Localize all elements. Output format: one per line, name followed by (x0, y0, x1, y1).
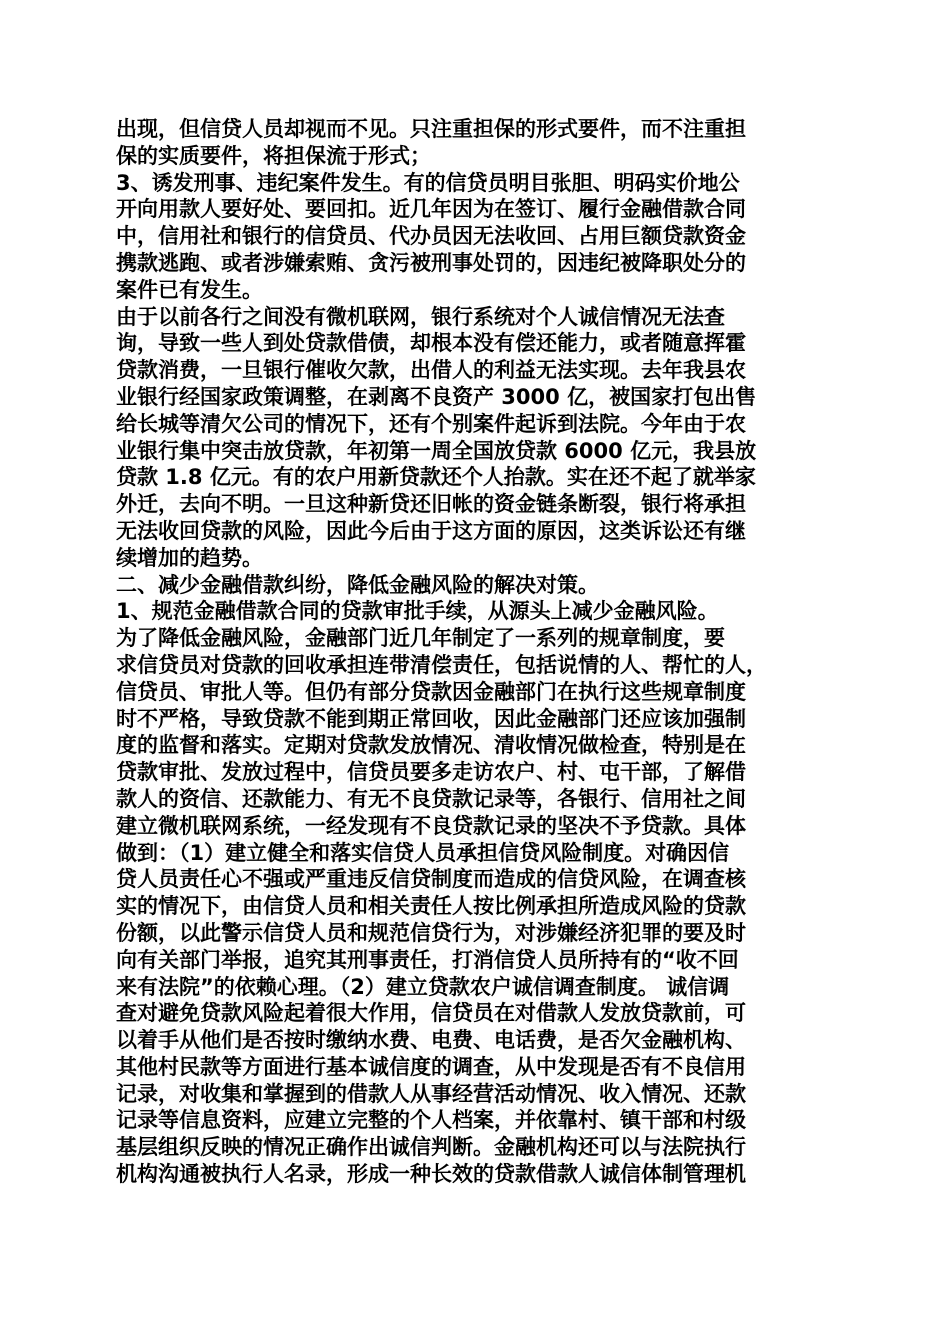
text-line: 建立微机联网系统，一经发现有不良贷款记录的坚决不予贷款。具体 (116, 813, 746, 838)
text-line: 保的实质要件，将担保流于形式； (116, 143, 431, 168)
text-line: 求信贷员对贷款的回收承担连带清偿责任，包括说情的人、帮忙的人， (116, 652, 767, 677)
text-line: 开向用款人要好处、要回扣。近几年因为在签订、履行金融借款合同 (116, 197, 746, 222)
text-line: 实的情况下，由信贷人员和相关责任人按比例承担所造成风险的贷款 (116, 894, 746, 919)
text-line: 为了降低金融风险，金融部门近几年制定了一系列的规章制度，要 (116, 626, 725, 651)
text-line: 续增加的趋势。 (116, 545, 263, 570)
text-line: 业银行集中突击放贷款，年初第一周全国放贷款 6000 亿元，我县放 (116, 438, 757, 463)
text-line: 做到：（1）建立健全和落实信贷人员承担信贷风险制度。对确因信 (116, 840, 730, 865)
text-line: 出现，但信贷人员却视而不见。只注重担保的形式要件，而不注重担 (116, 117, 746, 141)
text-line: 3、诱发刑事、违纪案件发生。有的信贷员明目张胆、明码实价地公 (116, 170, 740, 195)
text-line: 中，信用社和银行的信贷员、代办员因无法收回、占用巨额贷款资金 (116, 224, 746, 249)
text-line: 基层组织反映的情况正确作出诚信判断。金融机构还可以与法院执行 (116, 1135, 746, 1160)
text-line: 以着手从他们是否按时缴纳水费、电费、电话费，是否欠金融机构、 (116, 1028, 746, 1053)
text-line: 外迁，去向不明。一旦这种新贷还旧帐的资金链条断裂，银行将承担 (116, 492, 746, 517)
text-line: 度的监督和落实。定期对贷款发放情况、清收情况做检查，特别是在 (116, 733, 746, 758)
text-line: 向有关部门举报，追究其刑事责任，打消信贷人员所持有的“收不回 (116, 947, 739, 972)
text-line: 其他村民款等方面进行基本诚信度的调查，从中发现是否有不良信用 (116, 1054, 746, 1079)
text-line: 贷款审批、发放过程中，信贷员要多走访农户、村、屯干部，了解借 (116, 760, 746, 785)
text-line: 记录等信息资料，应建立完整的个人档案，并依靠村、镇干部和村级 (116, 1108, 746, 1133)
text-line: 案件已有发生。 (116, 277, 263, 302)
text-line: 贷款消费，一旦银行催收欠款，出借人的利益无法实现。去年我县农 (116, 358, 746, 383)
text-line: 时不严格，导致贷款不能到期正常回收，因此金融部门还应该加强制 (116, 706, 746, 731)
text-line: 业银行经国家政策调整，在剥离不良资产 3000 亿，被国家打包出售 (116, 384, 757, 409)
text-line: 机构沟通被执行人名录，形成一种长效的贷款借款人诚信体制管理机 (116, 1162, 746, 1187)
text-line: 来有法院”的依赖心理。（2）建立贷款农户诚信调查制度。 诚信调 (116, 974, 730, 999)
text-line: 给长城等清欠公司的情况下，还有个别案件起诉到法院。今年由于农 (116, 411, 746, 436)
text-line: 查对避免贷款风险起着很大作用，信贷员在对借款人发放贷款前，可 (116, 1001, 746, 1026)
text-line: 款人的资信、还款能力、有无不良贷款记录等，各银行、信用社之间 (116, 786, 746, 811)
text-line: 无法收回贷款的风险，因此今后由于这方面的原因，这类诉讼还有继 (116, 518, 746, 543)
text-line: 贷款 1.8 亿元。有的农户用新贷款还个人抬款。实在还不起了就举家 (116, 465, 756, 490)
text-line: 贷人员责任心不强或严重违反信贷制度而造成的信贷风险，在调查核 (116, 867, 746, 892)
text-line: 记录，对收集和掌握到的借款人从事经营活动情况、收入情况、还款 (116, 1081, 746, 1106)
text-line: 携款逃跑、或者涉嫌索贿、贪污被刑事处罚的，因违纪被降职处分的 (116, 250, 746, 275)
text-line: 二、减少金融借款纠纷，降低金融风险的解决对策。 (116, 572, 599, 597)
body-text (116, 116, 846, 1188)
text-line: 信贷员、审批人等。但仍有部分贷款因金融部门在执行这些规章制度 (116, 679, 746, 704)
text-line: 由于以前各行之间没有微机联网，银行系统对个人诚信情况无法查 (116, 304, 725, 329)
text-line: 份额，以此警示信贷人员和规范信贷行为，对涉嫌经济犯罪的要及时 (116, 920, 746, 945)
text-line: 询，导致一些人到处贷款借债，却根本没有偿还能力，或者随意挥霍 (116, 331, 746, 356)
text-line: 1、规范金融借款合同的贷款审批手续，从源头上减少金融风险。 (116, 599, 719, 624)
